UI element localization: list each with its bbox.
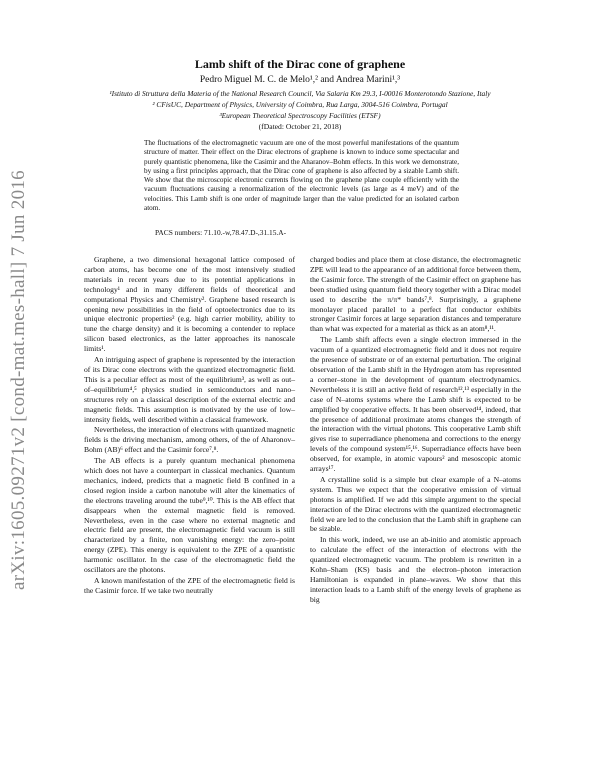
affiliation-2: ² CFisUC, Department of Physics, University of Coimbra, Rua Larga, 3004-516 Coimbra, Portugal (152, 100, 448, 109)
paragraph: The Lamb shift affects even a single electron immersed in the vacuum of a quantized electromagnetic field and it does not require the presence of substrate or of an external perturbation. The original observation of the Lamb shift in the Hydrogen atom has represented a corner–stone in the development of quantum electrodynamics. Nevertheless it is still an active field of research¹²,¹³ especially in the case of N–atoms systems where the Lamb shift is expected to be amplified by cooperative effects. It has been observed¹⁴, indeed, that the presence of additional proximate atoms changes the strength of the interaction with the virtual photons. This cooperative Lamb shift gives rise to superradiance phenomena and corrections to the energy levels of the compound system¹⁵,¹⁶. Superradiance effects have been observed, for example, in atomic vapours² and mesoscopic atomic arrays¹⁷. (310, 335, 521, 474)
arxiv-sidebar-stamp (6, 160, 32, 600)
paragraph: Nevertheless, the interaction of electrons with quantized magnetic fields is the driving mechanism, among others, of the of Aharonov–Bohm (AB)⁶ effect and the Casimir force⁷,⁸. (84, 425, 295, 455)
paragraph: An intriguing aspect of graphene is represented by the interaction of its Dirac cone electrons with the quantized electromagnetic field. This is a peculiar effect as most of the equilibrium³, as well as out–of–equilibrium⁴,⁵ physics studied in semiconductors and nano–structures rely on a classical description of the external electric and magnetic fields. This assumption is motivated by the use of low–intensity fields, well described within a classical framework. (84, 355, 295, 424)
paper-title: Lamb shift of the Dirac cone of graphene (194, 57, 406, 71)
paragraph: Graphene, a two dimensional hexagonal lattice composed of carbon atoms, has become one of the most intensively studied materials in recent years due to its potential applications in technology¹ and in many different fields of theoretical and computational Physics and Chemistry². Graphene based research is opening new possibilities in the field of optoelectronics due to its unique electronic properties² (e.g. high carrier mobility, ability to tune the charge density) and it is becoming a contender to replace silicon based electronics, as the latter approaches its nanoscale limits¹. (84, 255, 295, 354)
author-list: Pedro Miguel M. C. de Melo¹,² and Andrea Marini¹,³ (199, 75, 401, 85)
pacs-numbers: PACS numbers: 71.10.-w,78.47.D-,31.15.A- (155, 228, 287, 237)
affiliation-3: ³European Theoretical Spectroscopy Facilities (ETSF) (219, 111, 381, 120)
dated-line: (fDated: October 21, 2018) (258, 122, 342, 131)
affiliation-1: ¹Istituto di Struttura della Materia of the National Research Council, Via Salaria Km 29.3, I-00016 Monterotondo Stazione, Italy (109, 89, 491, 98)
paragraph: A crystalline solid is a simple but clear example of a N–atoms system. Thus we expect that the cooperative emission of virtual photons is amplified. If we add this simple argument to the special interaction of the Dirac electrons with the quantized electromagnetic field we are led to the conclusion that the Lamb shift in graphene can be sizable. (310, 474, 521, 534)
paragraph: The AB effects is a purely quantum mechanical phenomena which does not have a counterpart in classical mechanics. Quantum mechanics, indeed, predicts that a magnetic field B confined in a closed region inside a carbon nanotube will alter the kinematics of the electrons traveling around the tube⁹,¹⁰. This is the AB effect that disappears when the external magnetic field is removed. Nevertheless, even in the case where no external magnetic and electric field are present, the electromagnetic field vacuum is still characterized by a finite, non vanishing energy: the zero–point energy (ZPE). This energy is equivalent to the ZPE of a quantistic harmonic oscillator. In the case of the electromagnetic field the oscillators are the photons. (84, 456, 295, 575)
paragraph: charged bodies and place them at close distance, the electromagnetic ZPE will lead to the appearance of an additional force between them, the Casimir force. The strength of the Casimir effect on graphene has been studied using quantum field theory together with a Dirac model used to describe the π/π* bands⁷,⁸. Surprisingly, a graphene monolayer placed parallel to a perfect flat conductor exhibits stronger Casimir forces at large separation distances and temperature than what was expected for a material as thick as an atom⁸,¹¹. (310, 255, 521, 334)
paragraph: A known manifestation of the ZPE of the electromagnetic field is the Casimir force. If we take two neutrally (84, 576, 295, 595)
abstract: The fluctuations of the electromagnetic vacuum are one of the most powerful manifestations of the quantum structure of matter. Their effect on the Dirac electrons of graphene is known to induce some spectacular and purely quantistic phenomena, like the Casimir and the Aharanov–Bohm effects. In this work we demonstrate, by using a first principles approach, that the Dirac cone of graphene is also affected by a sizable Lamb shift. We show that the microscopic electronic currents flowing on the graphene plane couple efficiently with the vacuum fluctuations causing a renormalization of the electronic levels (as large as 4 meV) and of the velocities. This Lamb shift is one order of magnitude larger than the value predicted for an isolated carbon atom. (144, 139, 459, 213)
right-column (310, 255, 521, 606)
arxiv-identifier: arXiv:1605.09271v2 [cond-mat.mes-hall] 7 Jun 2016 (8, 170, 29, 590)
paragraph: In this work, indeed, we use an ab-initio and atomistic approach to calculate the effect of the interaction of electrons with the quantized electromagnetic vacuum. The problem is rewritten in a Kohn–Sham (KS) basis and the electron–photon interaction Hamiltonian is expanded in plane–waves. We show that this interaction leads to a Lamb shift of the energy levels of graphene as big (310, 535, 521, 604)
left-column (84, 255, 295, 597)
